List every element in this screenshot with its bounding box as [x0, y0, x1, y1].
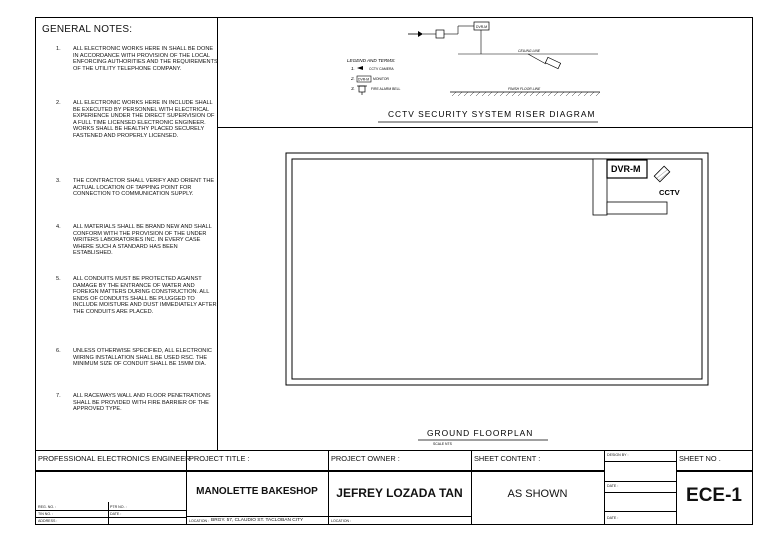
- project-title-header: PROJECT TITLE :: [189, 454, 250, 463]
- tin-no-label: TIN NO. :: [38, 512, 54, 516]
- legend-2-label: MONITOR: [373, 77, 389, 81]
- sheet-no: ECE-1: [686, 485, 742, 506]
- riser-dvr-label: DVR-M: [476, 25, 488, 29]
- sheet-content: AS SHOWN: [507, 488, 568, 500]
- date-cell-1: [605, 482, 677, 512]
- note-number: 7.: [56, 393, 61, 399]
- title-block: [36, 450, 753, 525]
- date-cell-2: [605, 512, 677, 525]
- counter-vertical: [593, 159, 607, 215]
- cctv-camera-icon: [357, 66, 363, 70]
- ceiling-line-label: CEILING LINE: [518, 49, 541, 53]
- finish-floor-line-label: FINISH FLOOR LINE: [508, 87, 541, 91]
- legend-1-number: 1.: [351, 66, 355, 71]
- design-by-label: DESIGN BY :: [607, 453, 629, 457]
- date-label: DATE :: [110, 512, 122, 516]
- legend-3-number: 3.: [351, 86, 355, 91]
- reg-no-label: REG. NO. :: [38, 505, 57, 509]
- fire-alarm-bell-icon: [357, 86, 367, 95]
- riser-title: CCTV SECURITY SYSTEM RISER DIAGRAM: [388, 109, 596, 119]
- owner-header: PROJECT OWNER :: [331, 454, 400, 463]
- floorplan-scale: SCALE NTS: [433, 442, 452, 446]
- sheet-content-cell: [472, 471, 605, 525]
- sheet-content-header: SHEET CONTENT :: [474, 454, 541, 463]
- note-text: ALL MATERIALS SHALL BE BRAND NEW AND SHALL CONFORM WITH THE PROVISION OF THE UNDER WRITERS LABORATORIES INC. IN EVERY CASE WHERE SUCH A STANDARD HAS BEEN ESTABLISHED.: [73, 224, 212, 257]
- owner-header-cell: [329, 450, 472, 471]
- legend-title: LEGEND AND TERMS:: [347, 58, 396, 63]
- engineer-header: PROFESSIONAL ELECTRONICS ENGINEER: [38, 454, 191, 463]
- project-title-header-cell: [187, 450, 329, 471]
- engineer-info-cell: [36, 471, 187, 525]
- legend-3-label: FIRE ALARM BELL: [371, 87, 401, 91]
- note-text: UNLESS OTHERWISE SPECIFIED, ALL ELECTRONIC WIRING INSTALLATION SHALL BE USED RSC. THE MINIMUM SIZE OF CONDUIT SHALL BE 15MM DIA.: [73, 348, 212, 368]
- dvr-m-label: DVR-M: [611, 164, 641, 174]
- sheet-no-header-cell: [677, 450, 753, 471]
- note-text: ALL ELECTRONIC WORKS HERE IN SHALL BE DONE IN ACCORDANCE WITH PROVISION OF THE LOCAL ENFORCING AUTHORITIES AND THE REQUIREMENTS OF THE UTILITY TELEPHONE COMPANY.: [73, 46, 218, 72]
- owner-location-label: LOCATION :: [331, 519, 352, 523]
- floorplan-title: GROUND FLOORPLAN: [427, 428, 534, 438]
- note-number: 2.: [56, 100, 61, 106]
- note-number: 1.: [56, 46, 61, 52]
- legend-2-box: DVR-M: [358, 77, 370, 82]
- legend-2-number: 2.: [351, 76, 355, 81]
- date-label-2: DATE :: [607, 516, 619, 520]
- riser-cctv-camera: [528, 54, 561, 69]
- floor-hatch: [452, 92, 600, 96]
- owner-cell: [329, 471, 472, 525]
- project-location: BRGY. 57, CLAUDIO ST. TACLOBAN CITY: [211, 518, 304, 523]
- general-notes-panel: [36, 18, 218, 450]
- note-text: THE CONTRACTOR SHALL VERIFY AND ORIENT THE ACTUAL LOCATION OF TAPPING POINT FOR CONNECTION TO COMMUNICATION SUPPLY.: [73, 178, 215, 198]
- sheet-no-header: SHEET NO .: [679, 454, 721, 463]
- engineer-header-cell: [36, 450, 191, 471]
- project-owner: JEFREY LOZADA TAN: [336, 486, 463, 500]
- floorplan-inner-wall: [292, 159, 702, 379]
- general-notes-title: GENERAL NOTES:: [42, 24, 133, 35]
- note-number: 3.: [56, 178, 61, 184]
- riser-diagram-drawing: [218, 18, 753, 128]
- project-title-cell: [187, 471, 329, 525]
- note-number: 5.: [56, 276, 61, 282]
- cctv-label: CCTV: [659, 188, 680, 197]
- sheet-content-header-cell: [472, 450, 605, 471]
- counter-horizontal: [607, 202, 667, 214]
- note-number: 4.: [56, 224, 61, 230]
- note-text: ALL ELECTRONIC WORKS HERE IN INCLUDE SHALL BE EXECUTED BY PERSONNEL WITH ELECTRICAL EXPERIENCE UNDER THE DIRECT SUPERVISION OF A FULL TIME LICENSED ELECTRONIC ENGINEER. WORKS SHALL BE HEALTHY PLACED SECURELY FASTENED AND PROPERLY LICENSED.: [73, 100, 215, 139]
- riser-diagram-panel: [218, 18, 753, 128]
- ptr-no-label: PTR NO. :: [110, 505, 127, 509]
- sheet-no-cell: [677, 471, 753, 525]
- address-label: ADDRESS :: [38, 519, 58, 523]
- note-text: ALL CONDUITS MUST BE PROTECTED AGAINST DAMAGE BY THE ENTRANCE OF WATER AND FOREIGN MATTERS DURING CONSTRUCTION. ALL ENDS OF CONDUITS SHALL BE PLUGGED TO INCLUDE MOISTURE AND DUST IMMEDIATELY AFTER THE CONDUITS ARE PLACED.: [73, 276, 217, 315]
- date-label-1: DATE :: [607, 484, 619, 488]
- floorplan-panel: [218, 128, 753, 450]
- floorplan-outer-wall: [286, 153, 708, 385]
- note-text: ALL RACEWAYS WALL AND FLOOR PENETRATIONS SHALL BE PROVIDED WITH FIRE BARRIER OF THE APPROVED TYPE.: [73, 393, 211, 413]
- legend-1-label: CCTV CAMERA: [369, 67, 394, 71]
- cctv-camera-icon: [654, 166, 670, 182]
- project-title: MANOLETTE BAKESHOP: [196, 486, 318, 497]
- riser-camera-symbol: [408, 31, 423, 37]
- project-location-label: LOCATION :: [189, 519, 210, 523]
- note-number: 6.: [56, 348, 61, 354]
- riser-box-1: [436, 30, 444, 38]
- design-by-cell: [605, 450, 677, 482]
